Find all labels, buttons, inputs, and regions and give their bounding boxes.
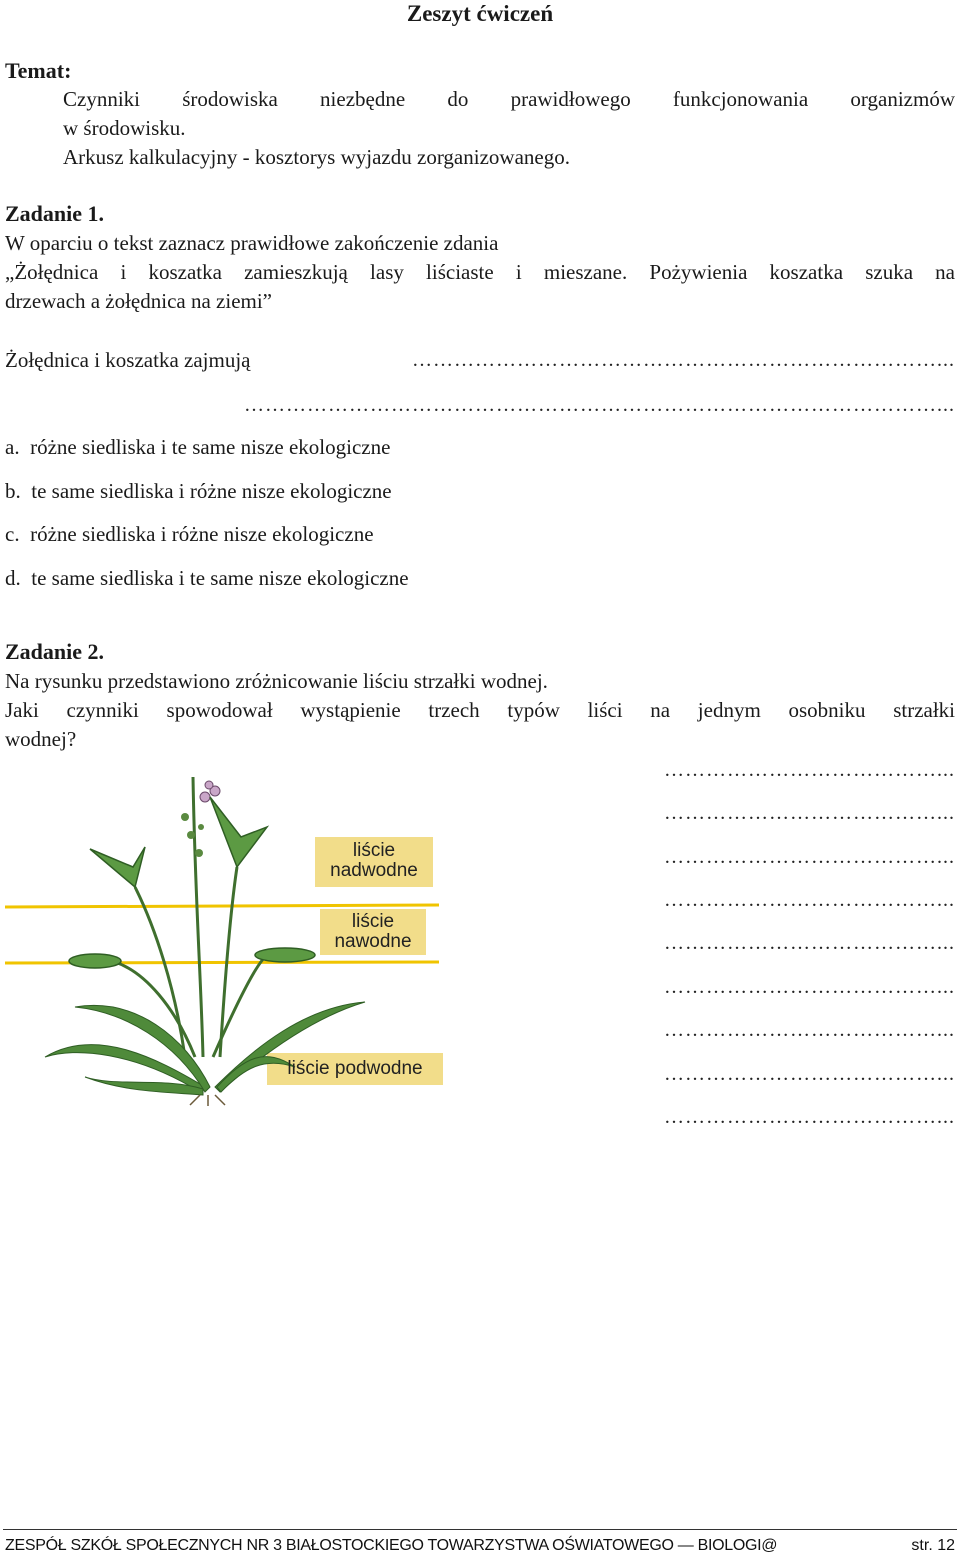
task2-heading: Zadanie 2. [5,639,105,664]
flower-icon [205,781,213,789]
label-text: liście [352,840,396,861]
option-text: różne siedliska i różne nisze ekologiczne [30,522,374,546]
bud-icon [181,813,189,821]
flower-stalk [193,777,203,1057]
answer-line[interactable]: …………………………………... [664,1063,955,1085]
answer-line[interactable]: …………………………………... [664,802,955,824]
topic-label: Temat: [5,58,72,83]
label-submerged-leaves: liście podwodne [287,1058,423,1079]
option-letter: c. [5,522,20,546]
label-text: nadwodne [330,860,418,881]
task2-line-1: Na rysunku przedstawiono zróżnicowanie liściu strzałki wodnej. [5,669,548,693]
option-letter: a. [5,435,20,459]
answer-line[interactable]: …………………………………... [664,846,955,868]
footer-divider [3,1529,957,1530]
answer-line[interactable]: ………………………………………………………………………………………... [244,394,955,416]
label-text: liście [351,911,395,932]
task1-quote-line-1: „Żołędnica i koszatka zamieszkują lasy liściaste i mieszane. Pożywienia koszatka szuka na [5,260,955,284]
option-letter: b. [5,479,21,503]
bud-icon [195,849,203,857]
option-d[interactable] [5,564,409,592]
aerial-leaf [90,847,145,887]
option-b[interactable] [5,477,392,505]
option-text: te same siedliska i różne nisze ekologiczne [31,479,392,503]
option-letter: d. [5,566,21,590]
task1-heading: Zadanie 1. [5,201,105,226]
bud-icon [187,831,195,839]
floating-leaf [255,948,315,962]
arrowhead-plant-figure [5,757,453,1107]
answer-line[interactable]: …………………………………... [664,759,955,781]
answer-line[interactable]: …………………………………... [664,932,955,954]
water-surface-line [5,905,439,907]
answer-line[interactable]: …………………………………... [664,976,955,998]
footer-organization: ZESPÓŁ SZKÓŁ SPOŁECZNYCH NR 3 BIAŁOSTOCKIEGO TOWARZYSTWA OŚWIATOWEGO — BIOLOGI@ [5,1537,778,1554]
label-floating-leaves [320,912,426,952]
task1-instruction: W oparciu o tekst zaznacz prawidłowe zakończenie zdania [5,231,499,255]
task2-line-3: wodnej? [5,727,77,751]
answer-line[interactable]: …………………………………... [664,1106,955,1128]
topic-line-1: Czynniki środowiska niezbędne do prawidłowego funkcjonowania organizmów [63,87,955,111]
topic-line-3: Arkusz kalkulacyjny - kosztorys wyjazdu zorganizowanego. [63,145,570,169]
label-aerial-leaves [315,841,433,881]
option-text: różne siedliska i te same nisze ekologiczne [30,435,391,459]
bud-icon [198,824,204,830]
answer-line[interactable]: …………………………………... [664,889,955,911]
option-text: te same siedliska i te same nisze ekologiczne [31,566,409,590]
aerial-leaf [210,797,267,867]
task1-sentence: Żołędnica i koszatka zajmują [5,348,251,372]
topic-line-2: w środowisku. [63,116,186,140]
option-c[interactable] [5,520,374,548]
roots [190,1095,225,1106]
page-title: Zeszyt ćwiczeń [406,1,554,26]
floating-leaf [69,954,121,968]
label-text: nawodne [334,931,412,952]
answer-line[interactable]: …………………………………………………………………... [412,349,955,371]
task1-quote-line-2: drzewach a żołędnica na ziemi” [5,289,273,313]
flower-icon [200,792,210,802]
task2-line-2: Jaki czynniki spowodował wystąpienie trzech typów liści na jednym osobniku strzałki [5,698,955,722]
option-a[interactable] [5,433,390,461]
page-number: str. 12 [911,1537,955,1554]
answer-line[interactable]: …………………………………... [664,1019,955,1041]
